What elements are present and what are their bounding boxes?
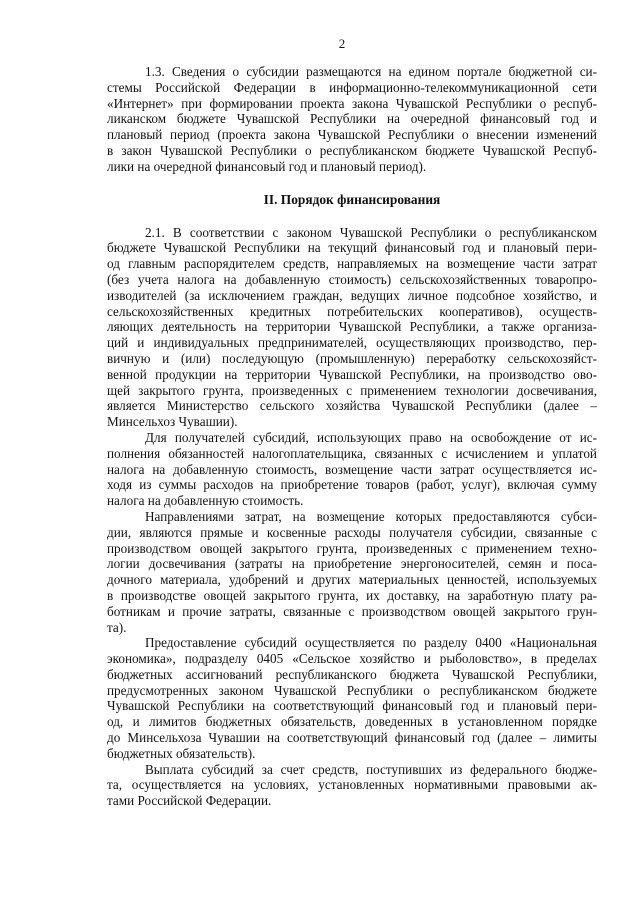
text-line: тами Российской Федерации.: [107, 793, 272, 809]
text-line: полнения обязанностей налогоплательщика, связанных с исчислением и уплатой: [107, 445, 597, 461]
text-line: та).: [107, 619, 127, 635]
text-line: плановый период (проекта закона Чувашской Республики о внесении изменений: [107, 127, 597, 143]
text-line: ляющих деятельность на территории Чувашской Республики, а также организа-: [107, 319, 597, 335]
text-line: налога на добавленную стоимость, возмещение части затрат осуществляется ис-: [107, 461, 597, 477]
text-line: бюджетных ассигнований республиканского бюджета Чувашской Республики,: [107, 666, 597, 682]
text-line: «Интернет» при формировании проекта закона Чувашской Республики о респуб-: [107, 95, 597, 111]
text-line: бюджетных обязательств).: [107, 745, 256, 761]
section-heading: II. Порядок финансирования: [263, 191, 441, 207]
text-line: та, осуществляется на условиях, установленных нормативными правовыми ак-: [107, 777, 597, 793]
text-line: ходя из суммы расходов на приобретение товаров (работ, услуг), включая сумму: [107, 477, 597, 493]
text-line: экономика», подразделу 0405 «Сельское хозяйство и рыболовство», в пределах: [107, 651, 597, 667]
paragraph-2-1: [107, 225, 597, 430]
text-line: налога на добавленную стоимость.: [107, 493, 304, 509]
text-line: логии досвечивания (затраты на приобретение энергоносителей, семян и поса-: [107, 556, 597, 572]
text-line: венной продукции на территории Чувашской Республики, на производство ово-: [107, 366, 597, 382]
paragraph-federal-funds: [107, 762, 597, 809]
document-page: [107, 36, 597, 809]
text-line: в закон Чувашской Республики о республиканском бюджете Чувашской Респуб-: [107, 142, 597, 158]
paragraph-1-3: [107, 64, 597, 175]
text-line: од, и лимитов бюджетных обязательств, доведенных в установленном порядке: [107, 714, 597, 730]
text-line: дочного материала, удобрений и других материальных ценностей, используемых: [107, 572, 597, 588]
paragraph-vat-exemption: [107, 430, 597, 509]
text-line: ликанском бюджете Чувашской Республики на очередной финансовый год и: [107, 111, 597, 127]
text-line: лики на очередной финансовый год и плановый период).: [107, 158, 427, 174]
text-line: в производстве овощей закрытого грунта, их доставку, на заработную плату ра-: [107, 587, 597, 603]
paragraph-cost-directions: [107, 509, 597, 635]
page-number: 2: [338, 36, 346, 51]
text-line: является Министерство сельского хозяйства Чувашской Республики (далее –: [107, 398, 597, 414]
text-line: щей закрытого грунта, произведенных с применением технологии досвечивания,: [107, 382, 597, 398]
text-line: изводителей (за исключением граждан, ведущих личное подсобное хозяйство, и: [107, 287, 597, 303]
text-line: од главным распорядителем средств, направляемых на возмещение части затрат: [107, 256, 597, 272]
paragraph-budget-section: [107, 635, 597, 761]
text-line: ций и индивидуальных предпринимателей, осуществляющих производство, пер-: [107, 335, 597, 351]
text-line: вичную и (или) последующую (промышленную) переработку сельскохозяйст-: [107, 350, 597, 366]
text-line: Направлениями затрат, на возмещение которых предоставляются субси-: [145, 508, 597, 524]
text-line: Предоставление субсидий осуществляется по разделу 0400 «Национальная: [145, 635, 597, 651]
text-line: сельскохозяйственных кредитных потребительских кооперативов), осуществ-: [107, 303, 597, 319]
text-line: 2.1. В соответствии с законом Чувашской Республики о республиканском: [145, 224, 597, 240]
text-line: Для получателей субсидий, использующих право на освобождение от ис-: [145, 429, 597, 445]
text-line: Выплата субсидий за счет средств, поступивших из федерального бюдже-: [145, 761, 597, 777]
text-line: предусмотренных законом Чувашской Республики о республиканском бюджете: [107, 682, 597, 698]
text-line: Минсельхоз Чувашии).: [107, 414, 238, 430]
text-line: ботникам и прочие затраты, связанные с производством овощей закрытого грун-: [107, 603, 597, 619]
text-line: производством овощей закрытого грунта, произведенных с применением техно-: [107, 540, 597, 556]
text-line: стемы Российской Федерации в информационно-телекоммуникационной сети: [107, 79, 597, 95]
text-line: бюджете Чувашской Республики на текущий финансовый год и плановый пери-: [107, 240, 597, 256]
text-line: (без учета налога на добавленную стоимость) сельскохозяйственных товаропро-: [107, 271, 597, 287]
text-line: 1.3. Сведения о субсидии размещаются на едином портале бюджетной си-: [145, 64, 597, 79]
text-line: Чувашской Республики на соответствующий финансовый год и плановый пери-: [107, 698, 597, 714]
text-line: дии, являются прямые и косвенные расходы получателя субсидии, связанные с: [107, 524, 597, 540]
text-line: до Минсельхоза Чувашии на соответствующий финансовый год (далее – лимиты: [107, 730, 597, 746]
